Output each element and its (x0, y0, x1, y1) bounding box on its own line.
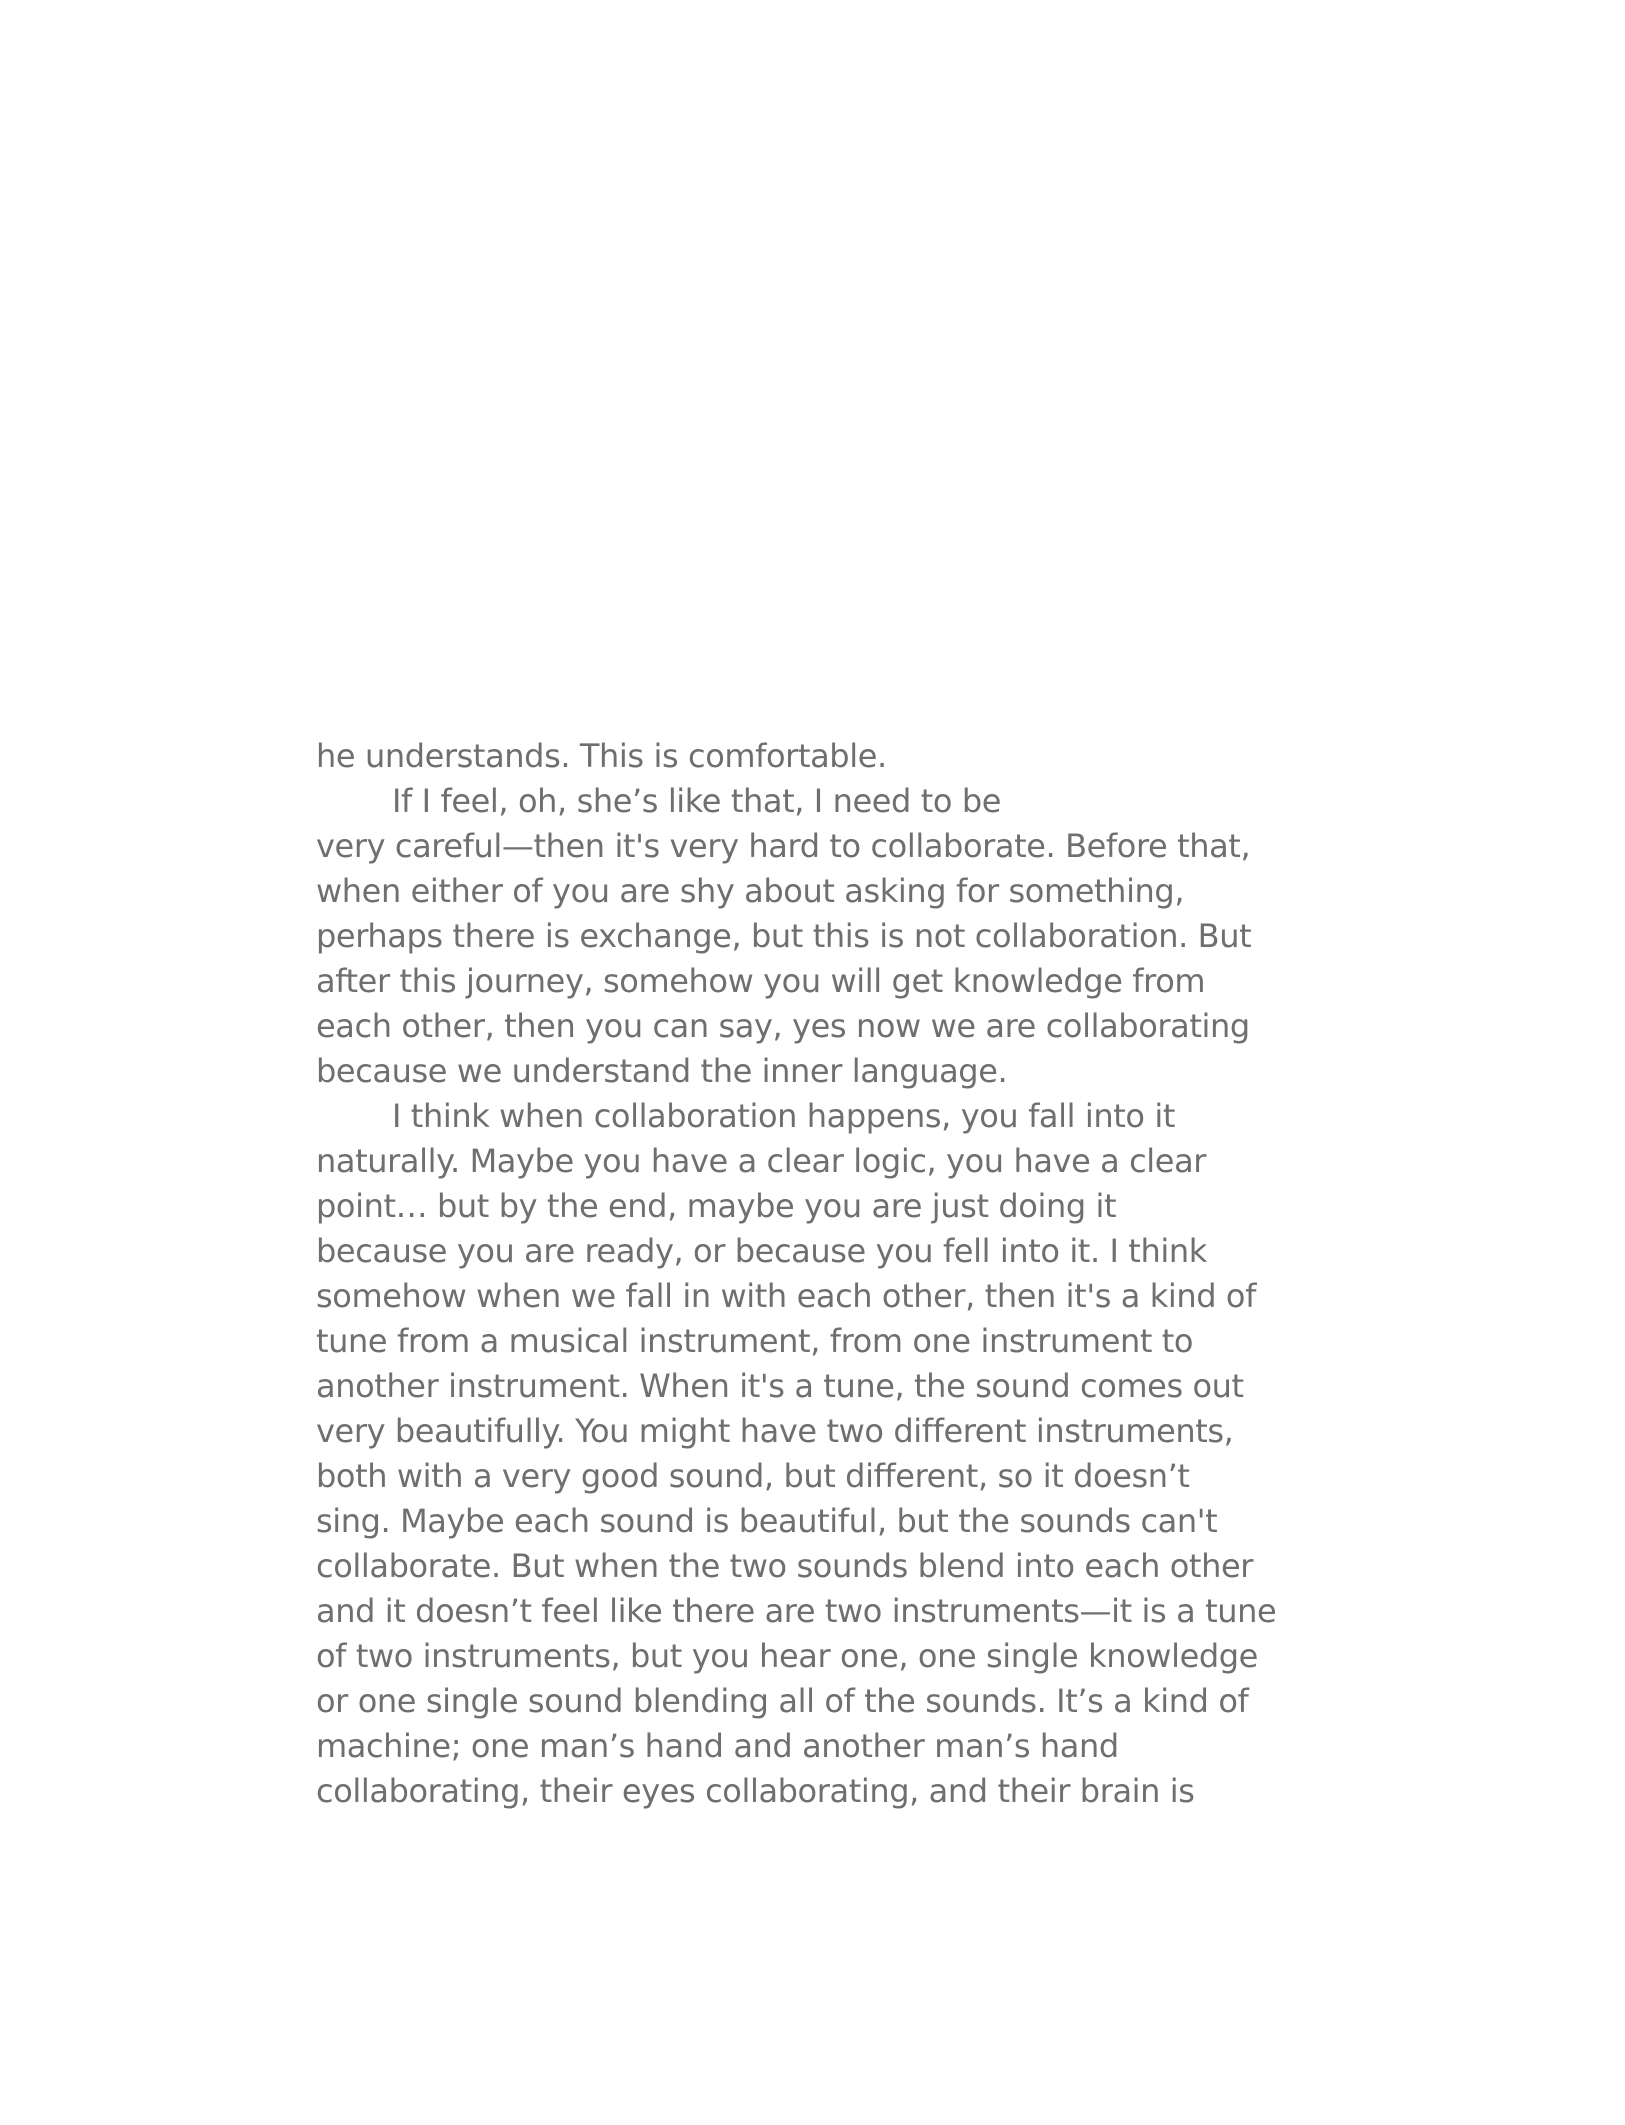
text-line: very beautifully. You might have two different instruments, (316, 1412, 1234, 1450)
text-line: after this journey, somehow you will get knowledge from (316, 962, 1206, 1000)
text-line: when either of you are shy about asking for something, (316, 872, 1185, 910)
text-line: somehow when we fall in with each other, then it's a kind of (316, 1277, 1256, 1315)
text-line: point… but by the end, maybe you are just doing it (316, 1187, 1117, 1225)
text-line: each other, then you can say, yes now we are collaborating (316, 1007, 1250, 1045)
body-text (316, 734, 1336, 1814)
text-line: collaborating, their eyes collaborating, and their brain is (316, 1772, 1195, 1810)
text-line: because we understand the inner language. (316, 1052, 1008, 1090)
text-line: both with a very good sound, but different, so it doesn’t (316, 1457, 1190, 1495)
text-line: naturally. Maybe you have a clear logic, you have a clear (316, 1142, 1207, 1180)
text-line: of two instruments, but you hear one, one single knowledge (316, 1637, 1258, 1675)
text-line: he understands. This is comfortable. (316, 737, 887, 775)
text-line: collaborate. But when the two sounds blend into each other (316, 1547, 1253, 1585)
text-line: and it doesn’t feel like there are two instruments—it is a tune (316, 1592, 1277, 1630)
text-line: sing. Maybe each sound is beautiful, but the sounds can't (316, 1502, 1218, 1540)
text-line: because you are ready, or because you fell into it. I think (316, 1232, 1207, 1270)
text-line: I think when collaboration happens, you fall into it (392, 1097, 1175, 1135)
text-line: tune from a musical instrument, from one instrument to (316, 1322, 1194, 1360)
text-line: or one single sound blending all of the sounds. It’s a kind of (316, 1682, 1249, 1720)
text-line: perhaps there is exchange, but this is not collaboration. But (316, 917, 1252, 955)
text-line: very careful—then it's very hard to collaborate. Before that, (316, 827, 1251, 865)
text-line: If I feel, oh, she’s like that, I need to be (392, 782, 1002, 820)
text-line: another instrument. When it's a tune, the sound comes out (316, 1367, 1244, 1405)
text-line: machine; one man’s hand and another man’s hand (316, 1727, 1119, 1765)
